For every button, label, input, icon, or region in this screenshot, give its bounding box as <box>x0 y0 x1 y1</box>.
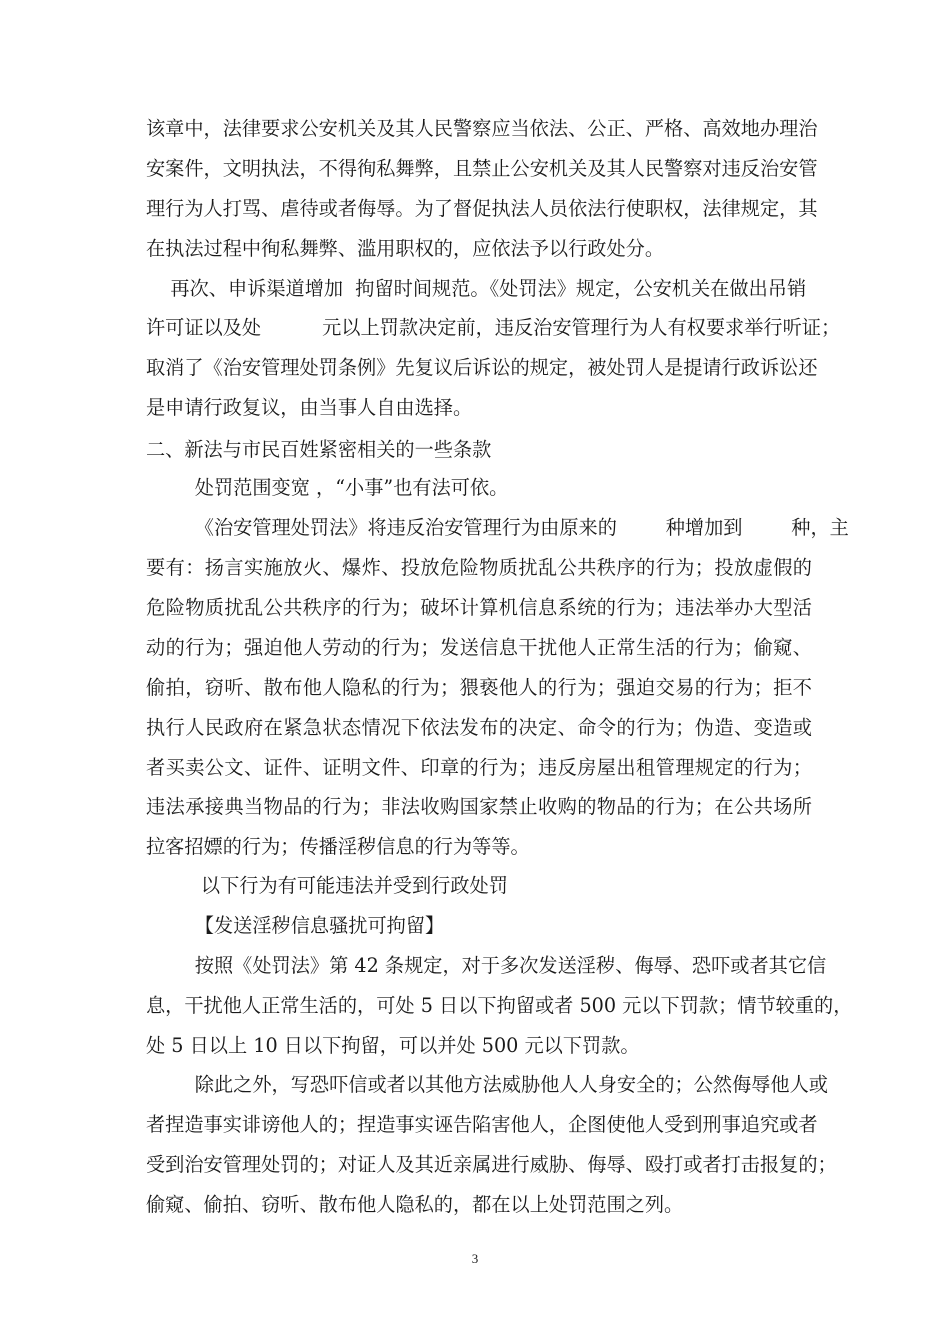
paragraph-line: 违法承接典当物品的行为；非法收购国家禁止收购的物品的行为；在公共场所 <box>146 795 812 818</box>
paragraph-line: 偷窥、偷拍、窃听、散布他人隐私的，都在以上处罚范围之列。 <box>146 1193 684 1216</box>
paragraph-line: 拉客招嫖的行为；传播淫秽信息的行为等等。 <box>146 835 530 858</box>
paragraph-line: 在执法过程中徇私舞弊、滥用职权的，应依法予以行政处分。 <box>146 237 665 260</box>
paragraph-line: 要有：扬言实施放火、爆炸、投放危险物质扰乱公共秩序的行为；投放虚假的 <box>146 556 812 579</box>
paragraph-line: 安案件，文明执法，不得徇私舞弊，且禁止公安机关及其人民警察对违反治安管 <box>146 157 818 180</box>
section-heading: 二、新法与市民百姓紧密相关的一些条款 <box>146 438 492 461</box>
paragraph-line: 《治安管理处罚法》将违反治安管理行为由原来的 种增加到 种，主 <box>146 516 849 539</box>
paragraph-line: 者买卖公文、证件、证明文件、印章的行为；违反房屋出租管理规定的行为； <box>146 756 812 779</box>
paragraph-line: 处 5 日以上 10 日以下拘留，可以并处 500 元以下罚款。 <box>146 1034 640 1057</box>
paragraph-line: 除此之外，写恐吓信或者以其他方法威胁他人人身安全的；公然侮辱他人或 <box>146 1073 828 1096</box>
subheading: 以下行为有可能违法并受到行政处罚 <box>146 874 508 897</box>
paragraph-line: 按照《处罚法》第 42 条规定，对于多次发送淫秽、侮辱、恐吓或者其它信 <box>146 954 827 977</box>
paragraph-line: 是申请行政复议，由当事人自由选择。 <box>146 396 473 419</box>
paragraph-line: 再次、申诉渠道增加 拘留时间规范。《处罚法》规定，公安机关在做出吊销 <box>146 277 807 300</box>
page-number: 3 <box>471 1251 479 1266</box>
paragraph-line: 取消了《治安管理处罚条例》先复议后诉讼的规定，被处罚人是提请行政诉讼还 <box>146 356 818 379</box>
paragraph-line: 受到治安管理处罚的；对证人及其近亲属进行威胁、侮辱、殴打或者打击报复的； <box>146 1153 837 1176</box>
paragraph-line: 危险物质扰乱公共秩序的行为；破坏计算机信息系统的行为；违法举办大型活 <box>146 596 812 619</box>
paragraph-line: 者捏造事实诽谤他人的；捏造事实诬告陷害他人，企图使他人受到刑事追究或者 <box>146 1113 818 1136</box>
paragraph-line: 动的行为；强迫他人劳动的行为；发送信息干扰他人正常生活的行为；偷窥、 <box>146 636 812 659</box>
paragraph-line: 息，干扰他人正常生活的，可处 5 日以下拘留或者 500 元以下罚款；情节较重的， <box>146 994 853 1017</box>
paragraph-line: 该章中，法律要求公安机关及其人民警察应当依法、公正、严格、高效地办理治 <box>146 117 818 140</box>
paragraph-line: 许可证以及处 元以上罚款决定前，违反治安管理行为人有权要求举行听证； <box>146 316 841 339</box>
subheading-bracketed: 【发送淫秽信息骚扰可拘留】 <box>146 914 445 937</box>
subheading: 处罚范围变宽 ，“小事”也有法可依。 <box>146 476 509 499</box>
paragraph-line: 偷拍，窃听、散布他人隐私的行为；猥亵他人的行为；强迫交易的行为；拒不 <box>146 676 812 699</box>
paragraph-line: 执行人民政府在紧急状态情况下依法发布的决定、命令的行为；伪造、变造或 <box>146 716 812 739</box>
paragraph-line: 理行为人打骂、虐待或者侮辱。为了督促执法人员依法行使职权，法律规定，其 <box>146 197 818 220</box>
